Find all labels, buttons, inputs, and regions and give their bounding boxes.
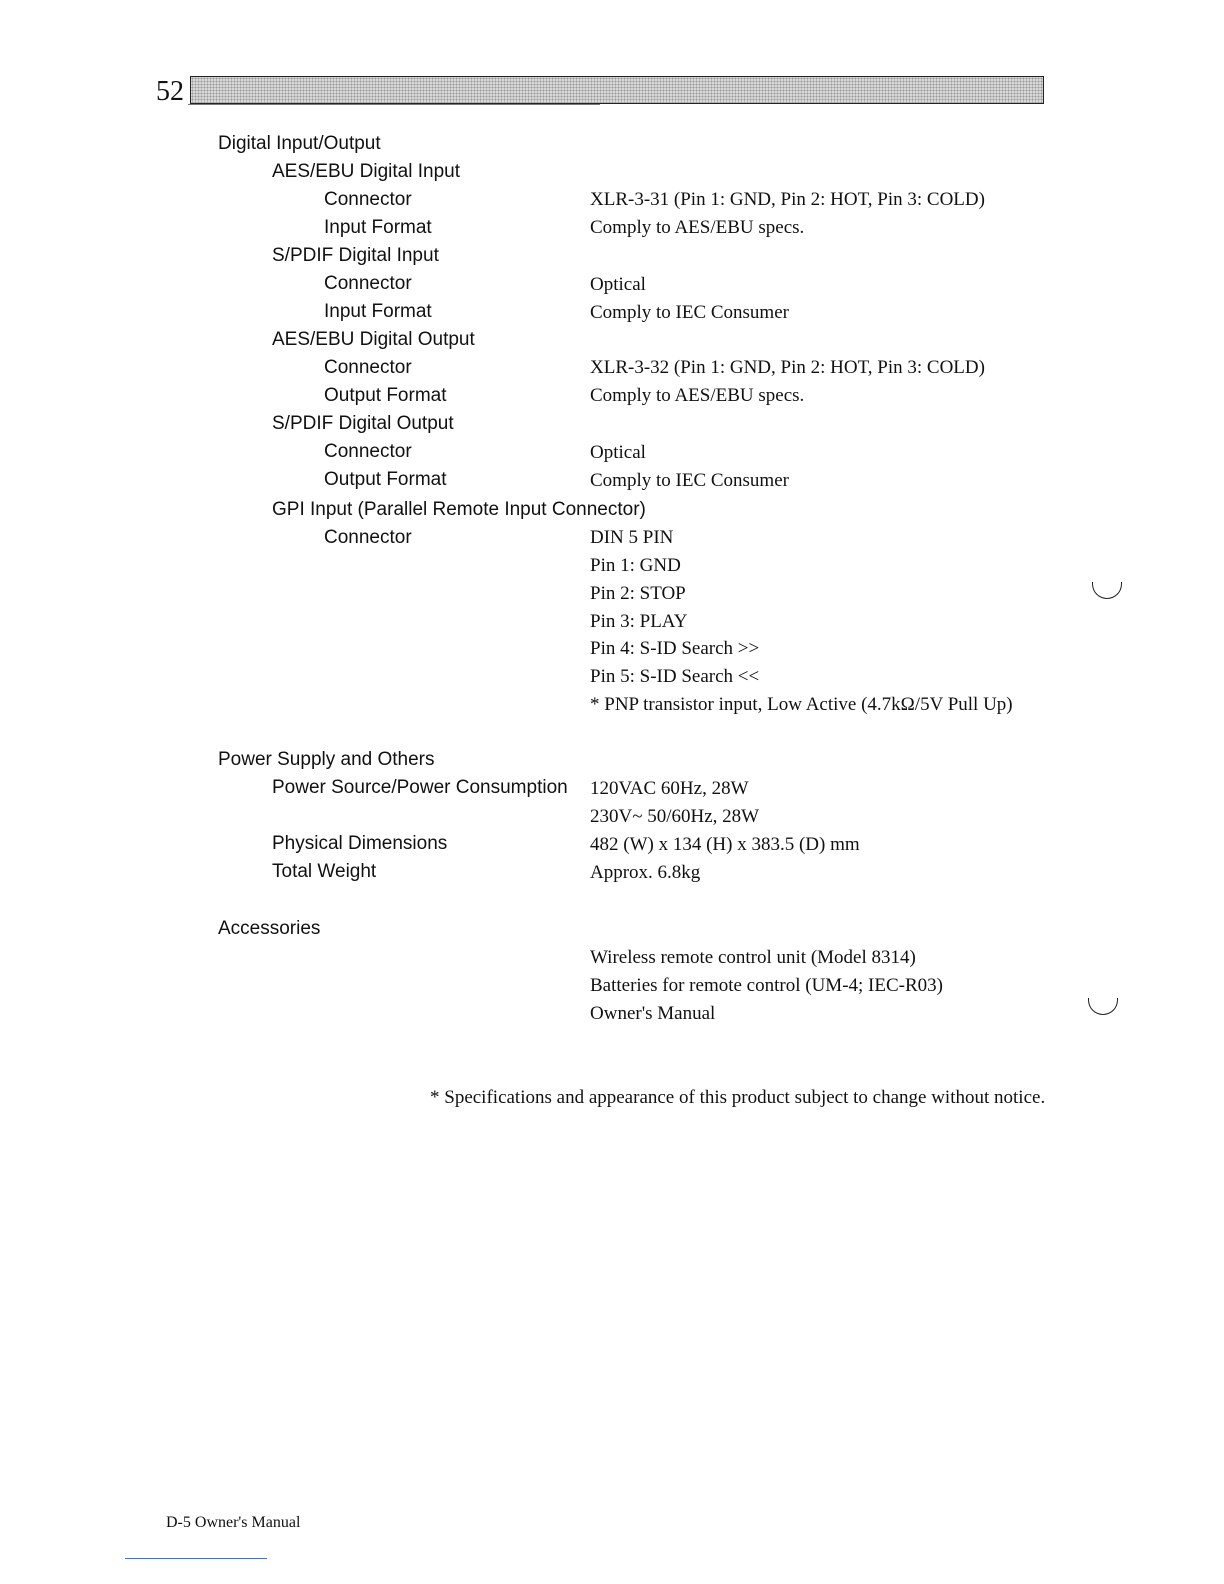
spdif-in-format-value: Comply to IEC Consumer bbox=[590, 302, 789, 323]
gpi-note: * PNP transistor input, Low Active (4.7kΩ/5V Pull Up) bbox=[590, 694, 1013, 715]
dimensions-value: 482 (W) x 134 (H) x 383.5 (D) mm bbox=[590, 834, 860, 855]
spdif-out-format-label: Output Format bbox=[324, 469, 447, 490]
weight-value: Approx. 6.8kg bbox=[590, 862, 701, 883]
spdif-out-connector-value: Optical bbox=[590, 442, 646, 463]
gpi-line: DIN 5 PIN bbox=[590, 527, 674, 548]
section-title-accessories: Accessories bbox=[218, 918, 321, 939]
accessory-item: Batteries for remote control (UM-4; IEC-R03) bbox=[590, 975, 943, 996]
accessory-item: Owner's Manual bbox=[590, 1003, 716, 1024]
accessory-item: Wireless remote control unit (Model 8314) bbox=[590, 947, 916, 968]
aes-out-connector-value: XLR-3-32 (Pin 1: GND, Pin 2: HOT, Pin 3: COLD) bbox=[590, 357, 985, 378]
aes-in-format-label: Input Format bbox=[324, 217, 432, 238]
aes-out-title: AES/EBU Digital Output bbox=[272, 329, 475, 350]
aes-in-format-value: Comply to AES/EBU specs. bbox=[590, 217, 805, 238]
aes-out-format-label: Output Format bbox=[324, 385, 447, 406]
binding-hole-mark bbox=[1088, 998, 1118, 1015]
binding-hole-mark bbox=[1092, 582, 1122, 599]
aes-in-connector-label: Connector bbox=[324, 189, 412, 210]
aes-in-title: AES/EBU Digital Input bbox=[272, 161, 460, 182]
gpi-connector-label: Connector bbox=[324, 527, 412, 548]
spdif-out-format-value: Comply to IEC Consumer bbox=[590, 470, 789, 491]
footer-rule bbox=[125, 1558, 267, 1559]
spdif-in-connector-label: Connector bbox=[324, 273, 412, 294]
weight-label: Total Weight bbox=[272, 861, 377, 882]
page-number: 52 bbox=[156, 76, 184, 107]
gpi-line: Pin 4: S-ID Search >> bbox=[590, 638, 760, 659]
gpi-line: Pin 3: PLAY bbox=[590, 611, 688, 632]
aes-out-format-value: Comply to AES/EBU specs. bbox=[590, 385, 805, 406]
spdif-in-connector-value: Optical bbox=[590, 274, 646, 295]
spdif-out-title: S/PDIF Digital Output bbox=[272, 413, 454, 434]
gpi-line: Pin 2: STOP bbox=[590, 583, 686, 604]
spdif-in-title: S/PDIF Digital Input bbox=[272, 245, 439, 266]
spdif-in-format-label: Input Format bbox=[324, 301, 432, 322]
power-source-label: Power Source/Power Consumption bbox=[272, 777, 568, 798]
footer-manual-title: D-5 Owner's Manual bbox=[166, 1514, 301, 1531]
gpi-line: Pin 1: GND bbox=[590, 555, 681, 576]
header-rule bbox=[188, 104, 600, 105]
power-source-value-2: 230V~ 50/60Hz, 28W bbox=[590, 806, 760, 827]
aes-out-connector-label: Connector bbox=[324, 357, 412, 378]
section-title-digital-io: Digital Input/Output bbox=[218, 133, 381, 154]
aes-in-connector-value: XLR-3-31 (Pin 1: GND, Pin 2: HOT, Pin 3: COLD) bbox=[590, 189, 985, 210]
power-source-value-1: 120VAC 60Hz, 28W bbox=[590, 778, 749, 799]
spdif-out-connector-label: Connector bbox=[324, 441, 412, 462]
gpi-title: GPI Input (Parallel Remote Input Connector) bbox=[272, 499, 646, 520]
dimensions-label: Physical Dimensions bbox=[272, 833, 448, 854]
section-title-power: Power Supply and Others bbox=[218, 749, 435, 770]
spec-change-note: * Specifications and appearance of this product subject to change without notice. bbox=[430, 1087, 1046, 1108]
header-bar bbox=[190, 76, 1044, 104]
gpi-line: Pin 5: S-ID Search << bbox=[590, 666, 760, 687]
